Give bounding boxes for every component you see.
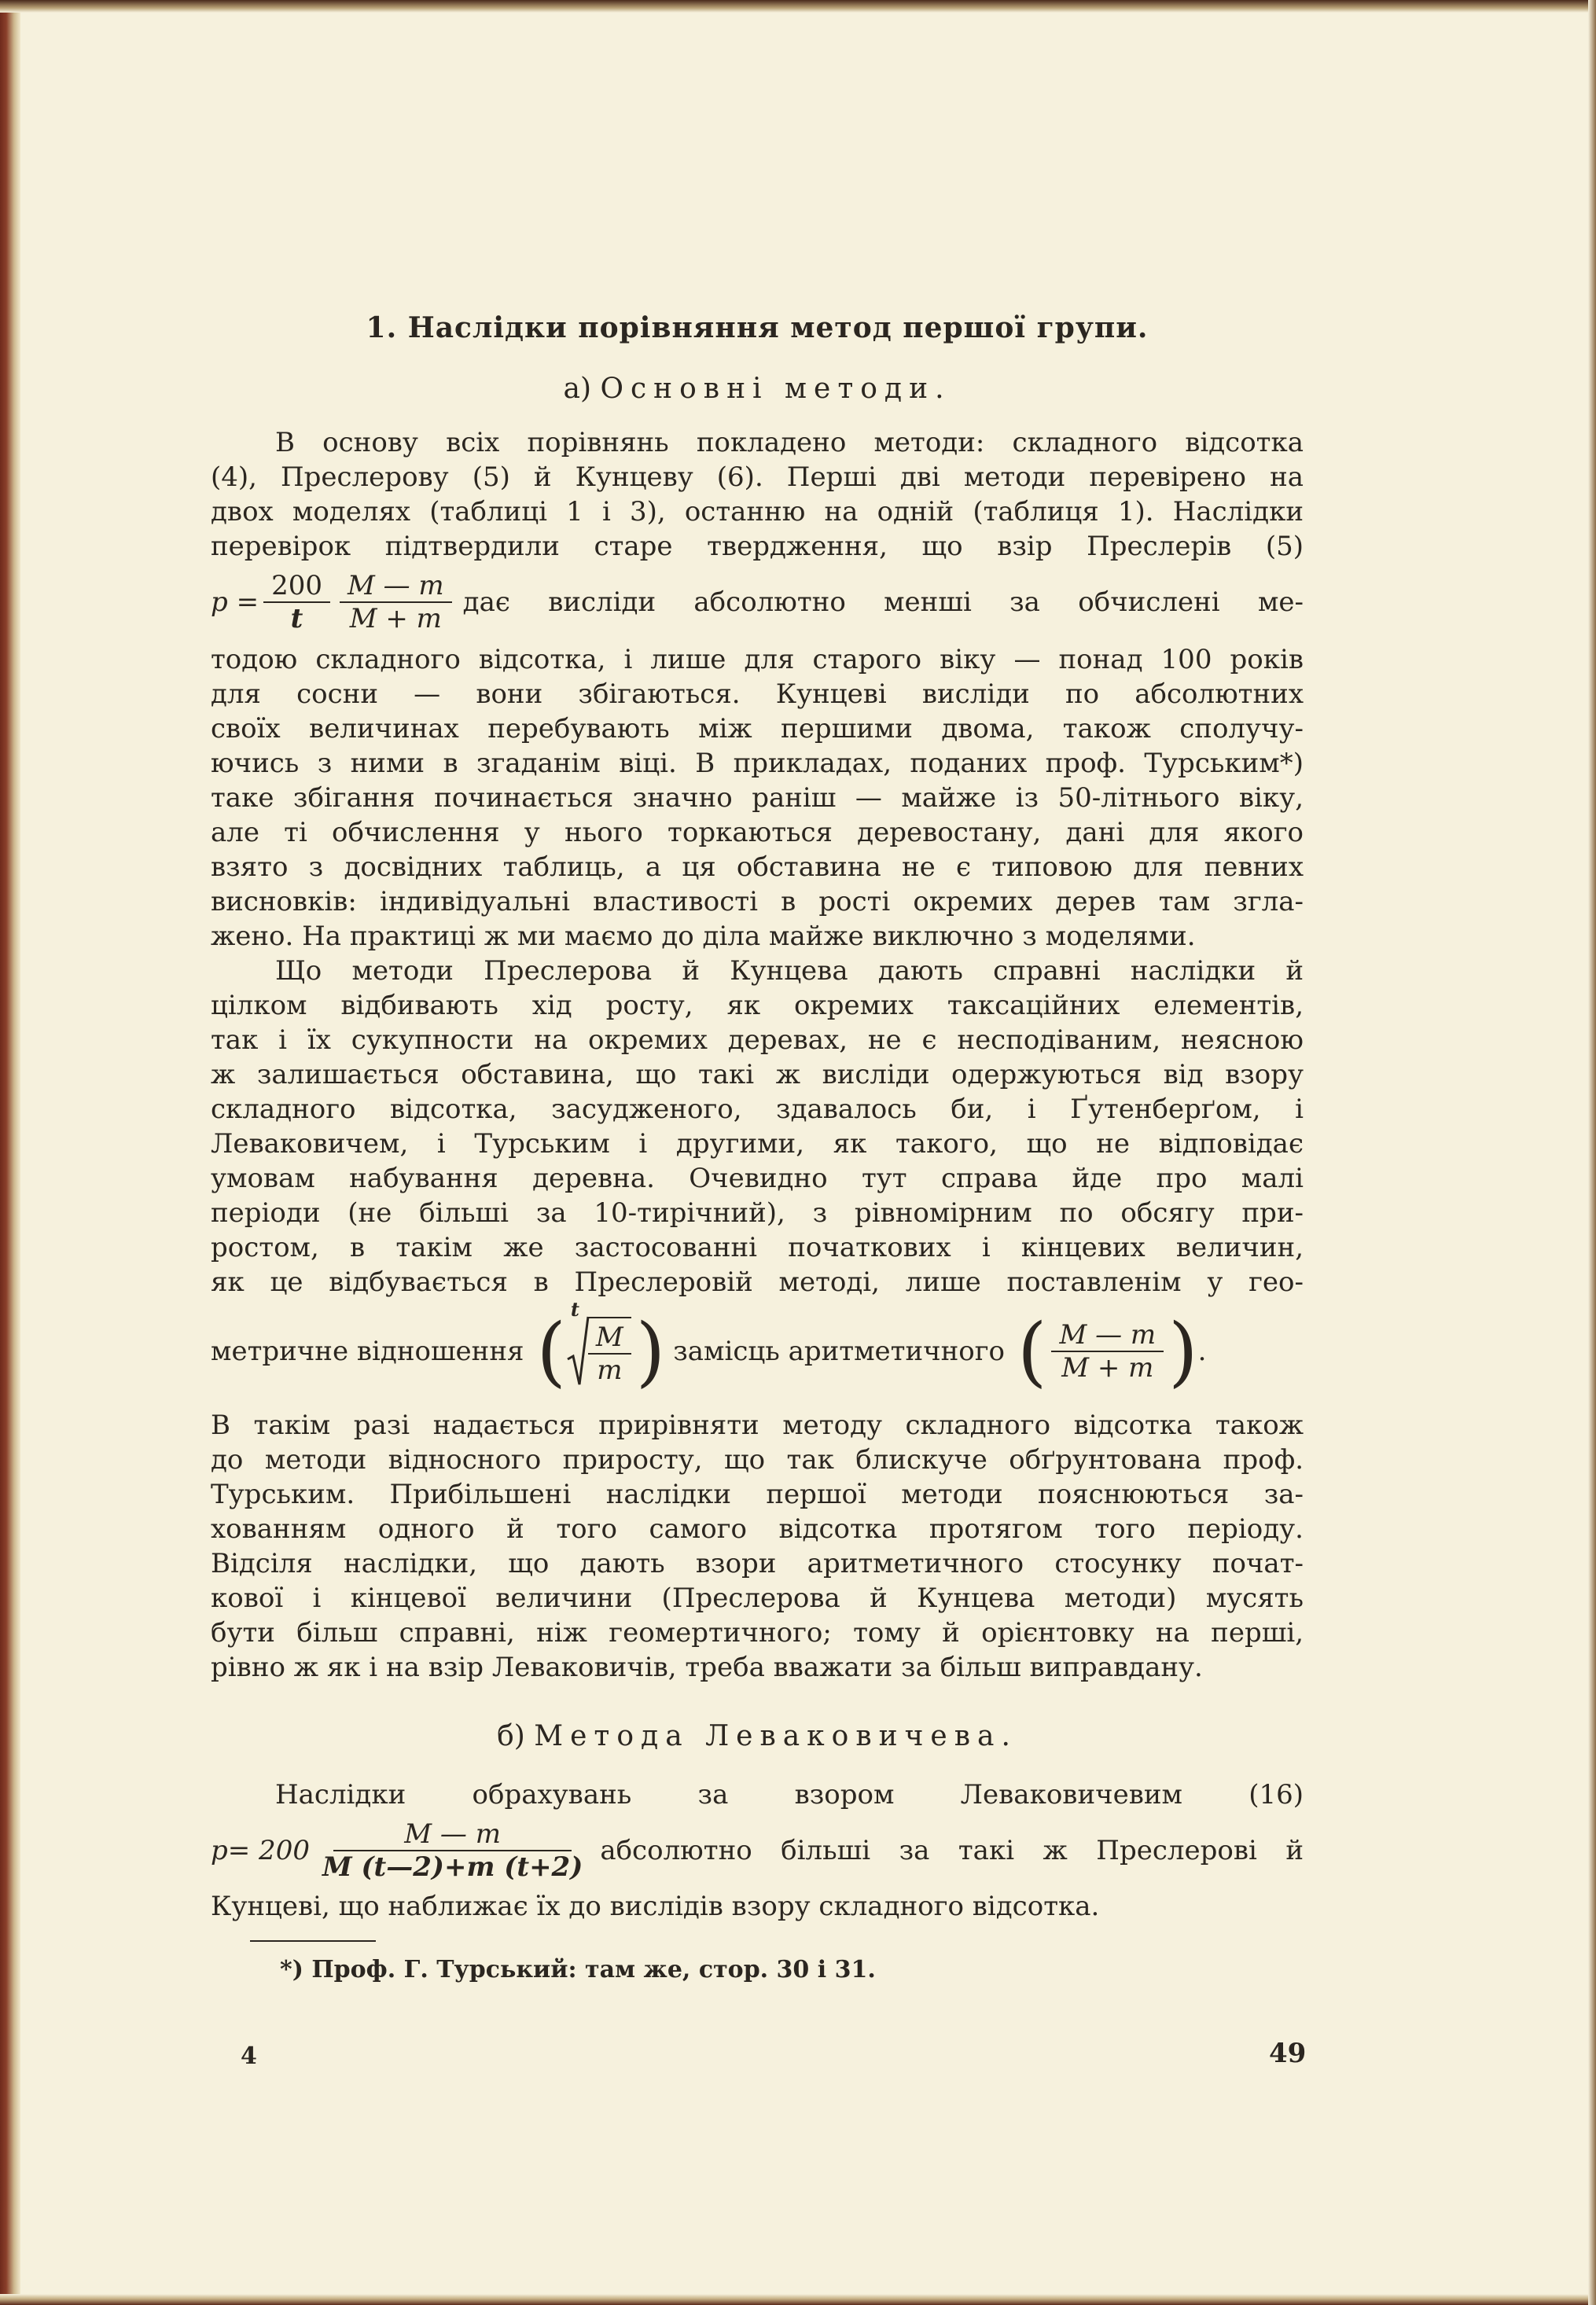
page-edge-top xyxy=(0,0,1596,13)
section-heading xyxy=(211,311,1304,344)
footnote-divider xyxy=(250,1940,376,1942)
text-line: ростом, в такім же застосованні початкових і кінцевих величин, xyxy=(211,1232,1304,1263)
text-line: періоди (не більші за 10-тирічний), з рівномірним по обсягу при- xyxy=(211,1197,1304,1229)
subsection-b-label: б) xyxy=(497,1720,525,1752)
right-paren-icon: ) xyxy=(1168,1307,1198,1395)
text-line: як це відбувається в Преслеровій методі, лише поставленім у гео- xyxy=(211,1266,1304,1298)
page-edge-right xyxy=(1588,0,1596,2305)
formula-lhs: p= 200 xyxy=(211,1835,310,1866)
text-line: таке збігання починається значно раніш — майже із 50-літнього віку, xyxy=(211,782,1304,814)
page-number: 49 xyxy=(1269,2038,1307,2069)
formula-lead-text: метричне відношення xyxy=(211,1336,524,1367)
fraction-denominator: m xyxy=(597,1355,623,1386)
text-line: кової і кінцевої величини (Преслерова й Кунцева методи) мусять xyxy=(211,1583,1304,1614)
text-line: хованням одного й того самого відсотка протягом того періоду. xyxy=(211,1513,1304,1545)
formula-levakovic xyxy=(211,1813,1304,1888)
subsection-b-title: Метода Леваковичева. xyxy=(534,1720,1017,1752)
text-line: Відсіля наслідки, що дають взори аритметичного стосунку почат- xyxy=(211,1548,1304,1579)
fraction-numerator: M — m xyxy=(1051,1319,1164,1352)
right-paren-icon: ) xyxy=(635,1307,666,1395)
section-title: Наслідки порівняння метод першої групи. xyxy=(407,311,1149,344)
text-line: бути більш справні, ніж геомертичного; тому й орієнтовку на перші, xyxy=(211,1617,1304,1649)
fraction-numerator: 200 xyxy=(263,570,330,603)
text-line: Турським. Прибільшені наслідки першої методи пояснюються за- xyxy=(211,1479,1304,1510)
left-paren-icon: ( xyxy=(536,1307,566,1395)
formula-geometric xyxy=(211,1300,1304,1402)
text-line: перевірок підтвердили старе твердження, що взір Преслерів (5) xyxy=(211,531,1304,562)
footnote-mark: *) xyxy=(280,1956,303,1983)
fraction-numerator: M — m xyxy=(340,570,452,603)
text-line: В такім разі надається прирівняти методу складного відсотка також xyxy=(211,1410,1304,1441)
text-line: складного відсотка, засудженого, здавалось би, і Ґутенберґом, і xyxy=(211,1094,1304,1125)
formula-tail-text: дає висліди абсолютно менші за обчислені ме- xyxy=(462,586,1304,618)
text-line: В основу всіх порівнянь покладено методи: складного відсотка xyxy=(275,427,1304,458)
fraction-numerator: M — m xyxy=(333,1818,572,1851)
footnote-text: Проф. Г. Турський: там же, стор. 30 і 31. xyxy=(311,1956,876,1983)
subsection-a-title: Основні методи. xyxy=(600,373,951,405)
nth-root xyxy=(566,1298,636,1388)
fraction-200-over-t xyxy=(263,570,330,634)
footnote xyxy=(280,1956,876,1983)
root-index: t xyxy=(570,1298,580,1321)
text-line: до методи відносного приросту, що так блискуче обґрунтована проф. xyxy=(211,1444,1304,1476)
text-line: так і їх сукупности на окремих деревах, не є несподіваним, неясною xyxy=(211,1024,1304,1056)
text-line: але ті обчислення у нього торкаються деревостану, дані для якого xyxy=(211,817,1304,848)
text-line: ючись з ними в згаданім віці. В прикладах, поданих проф. Турським*) xyxy=(211,748,1304,779)
page-edge-bottom xyxy=(0,2294,1596,2305)
text-line: рівно ж як і на взір Леваковичів, треба вважати за більш виправдану. xyxy=(211,1652,1203,1683)
section-number: 1. xyxy=(366,311,398,344)
root-fraction xyxy=(588,1317,631,1386)
page-edge-left xyxy=(0,0,20,2305)
text-line: тодою складного відсотка, і лише для старого віку — понад 100 років xyxy=(211,644,1304,675)
text-line: цілком відбивають хід росту, як окремих таксаційних елементів, xyxy=(211,990,1304,1021)
arithmetic-fraction xyxy=(1051,1319,1164,1384)
text-line: (4), Преслерову (5) й Кунцеву (6). Перші дві методи перевірено на xyxy=(211,461,1304,493)
fraction-denominator: t xyxy=(290,603,303,634)
formula-end-punct: . xyxy=(1197,1336,1207,1367)
signature-mark: 4 xyxy=(241,2042,257,2070)
fraction-m-ratio xyxy=(340,570,452,634)
formula-tail-text: абсолютно більші за такі ж Преслерові й xyxy=(600,1835,1304,1866)
text-line: для сосни — вони збігаються. Кунцеві висліди по абсолютних xyxy=(211,678,1304,710)
text-line: Що методи Преслерова й Кунцева дають справні наслідки й xyxy=(275,955,1304,987)
text-line: умовам набування деревна. Очевидно тут справа йде про малі xyxy=(211,1163,1304,1194)
text-line: Леваковичем, і Турським і другими, як такого, що не відповідає xyxy=(211,1128,1304,1160)
text-line: ж залишається обставина, що такі ж висліди одержуються від взору xyxy=(211,1059,1304,1090)
subsection-b-heading xyxy=(211,1720,1304,1752)
text-line: Кунцеві, що наближає їх до вислідів взору складного відсотка. xyxy=(211,1891,1100,1922)
text-line: висновків: індивідуальні властивості в рості окремих дерев там згла- xyxy=(211,886,1304,917)
fraction-denominator: M + m xyxy=(349,603,442,634)
fraction-denominator: M + m xyxy=(1061,1352,1154,1384)
formula-lhs: p = xyxy=(211,586,259,618)
subsection-a-label: а) xyxy=(563,373,591,405)
text-line: своїх величинах перебувають між першими двома, також сполучу- xyxy=(211,713,1304,744)
subsection-a-heading xyxy=(211,373,1304,405)
formula-mid-text: замісць аритметичного xyxy=(673,1336,1005,1367)
fraction-numerator: M xyxy=(588,1322,631,1355)
formula-presler xyxy=(211,564,1304,640)
radical-sign-icon xyxy=(566,1315,590,1388)
text-line: двох моделях (таблиці 1 і 3), останню на одній (таблиця 1). Наслідки xyxy=(211,496,1304,528)
levakovic-fraction xyxy=(314,1818,590,1883)
left-paren-icon: ( xyxy=(1017,1307,1047,1395)
text-line: Наслідки обрахувань за взором Леваковичевим (16) xyxy=(275,1779,1304,1811)
fraction-denominator: M (t—2)+m (t+2) xyxy=(322,1851,583,1883)
text-line: взято з досвідних таблиць, а ця обставина не є типовою для певних xyxy=(211,851,1304,883)
text-line: жено. На практиці ж ми маємо до діла майже виключно з моделями. xyxy=(211,921,1196,952)
